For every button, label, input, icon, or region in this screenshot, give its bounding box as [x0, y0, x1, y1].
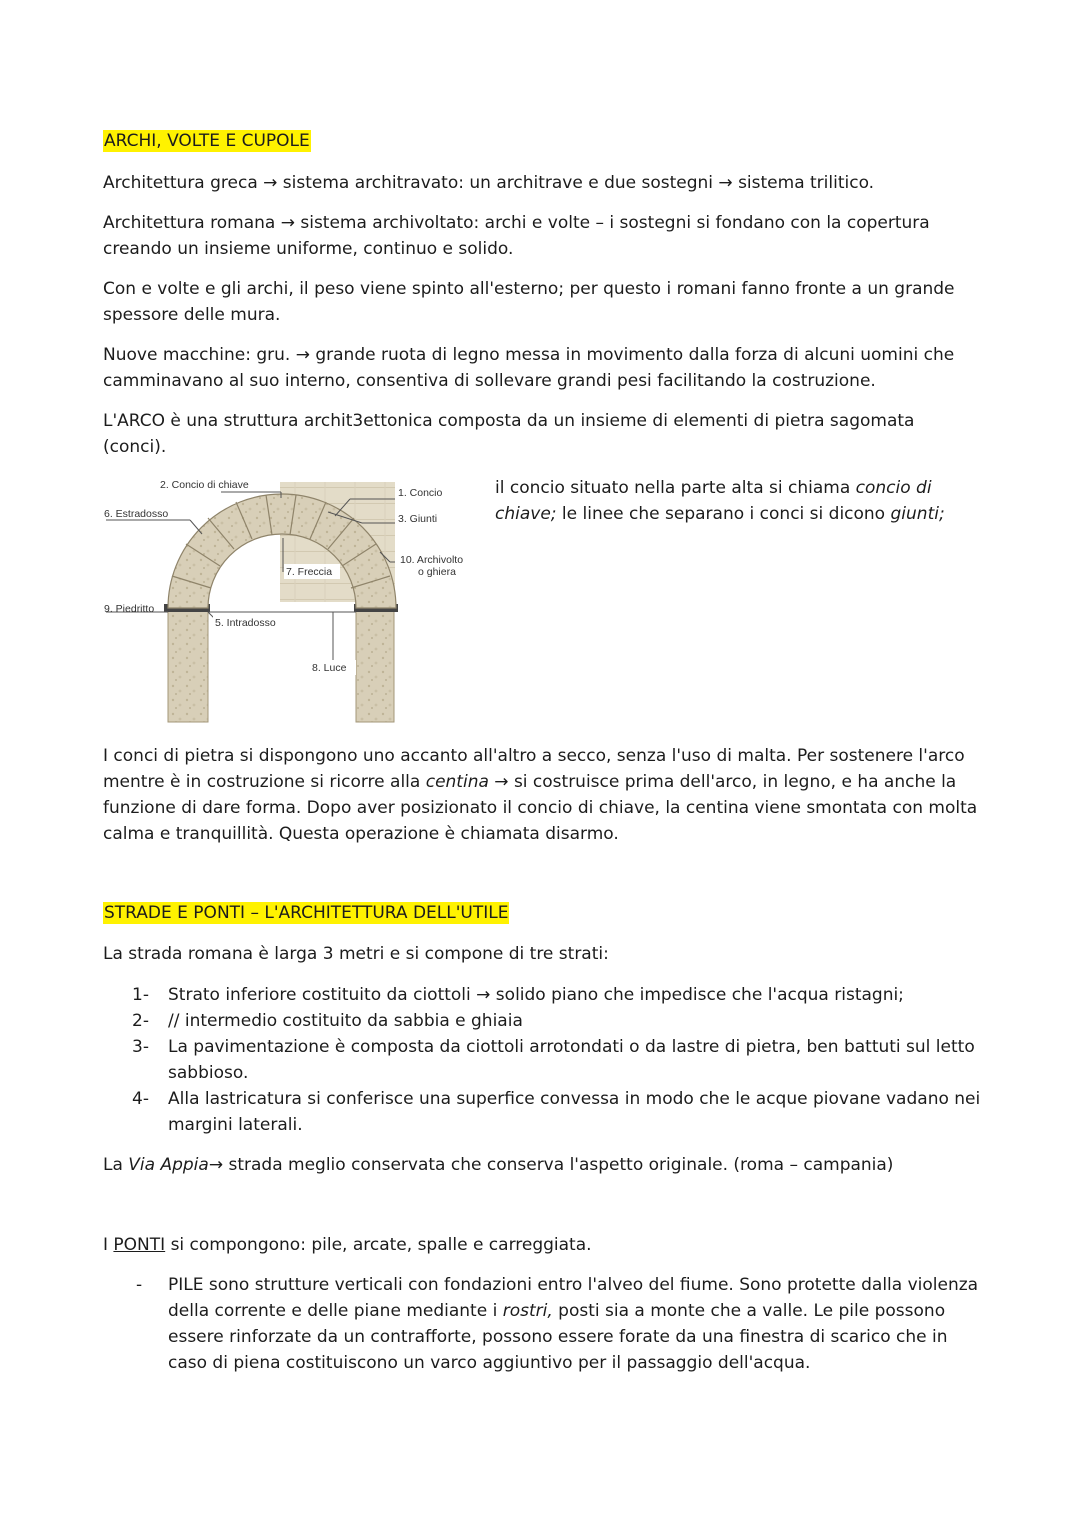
section-title-strade: STRADE E PONTI – L'ARCHITETTURA DELL'UTILE [104, 903, 509, 923]
paragraph-macchine: Nuove macchine: gru. → grande ruota di legno messa in movimento dalla forza di alcuni uomini che camminavano al suo interno, consentiva di sollevare grandi pesi facilitando la costruzione. [103, 345, 955, 391]
list-text: // intermedio costituito da sabbia e ghiaia [168, 1011, 523, 1031]
arch-desc-giunti: giunti; [890, 504, 945, 524]
list-item [132, 1272, 982, 1376]
paragraph-ponti [103, 1232, 983, 1258]
ponti-part-2: si compongono: pile, arcate, spalle e carreggiata. [165, 1235, 592, 1255]
label-archivolto: 10. Archivolto [400, 554, 464, 566]
pile-part-2: posti sia a monte che a valle. Le pile possono essere rinforzate da un contrafforte, possono essere forate da una finestra di scarico che in caso di piena costituiscono un varco aggiuntivo per il passaggio dell'acqua. [168, 1301, 948, 1373]
paragraph-greca: Architettura greca → sistema architravato: un architrave e due sostegni → sistema trilitico. [103, 173, 875, 193]
paragraph-strada-intro: La strada romana è larga 3 metri e si compone di tre strati: [103, 944, 609, 964]
pile-part-1: PILE sono strutture verticali con fondazioni entro l'alveo del fiume. Sono protette dalla violenza della corrente e delle piane mediante i [168, 1275, 979, 1321]
conci-part-1: I conci di pietra si dispongono uno accanto all'altro a secco, senza l'uso di malta. Per sostenere l'arco mentre è in costruzione si ricorre alla [103, 746, 965, 792]
list-item [132, 982, 982, 1008]
left-pier [168, 610, 208, 722]
label-intradosso: 5. Intradosso [215, 617, 276, 629]
label-concio-chiave: 2. Concio di chiave [160, 479, 249, 491]
arch-desc-concio-chiave: concio di chiave; [495, 478, 932, 524]
label-concio: 1. Concio [398, 487, 443, 499]
arch-description [495, 475, 975, 527]
paragraph-conci [103, 743, 983, 847]
list-number: 4- [132, 1089, 149, 1109]
ponti-list [132, 1272, 982, 1376]
arch-desc-part-1: il concio situato nella parte alta si chiama [495, 478, 856, 498]
appia-name: Via Appia [128, 1155, 209, 1175]
list-text: La pavimentazione è composta da ciottoli arrotondati o da lastre di pietra, ben battuti sul letto sabbioso. [168, 1037, 975, 1083]
section-title-archi: ARCHI, VOLTE E CUPOLE [104, 131, 310, 151]
paragraph-via-appia [103, 1152, 983, 1178]
strata-list [132, 982, 982, 1138]
list-text: Alla lastricatura si conferisce una superfice convessa in modo che le acque piovane vadano nei margini laterali. [168, 1089, 981, 1135]
ponti-part-1: I [103, 1235, 114, 1255]
ponti-underlined: PONTI [113, 1235, 166, 1255]
paragraph-romana: Architettura romana → sistema archivoltato: archi e volte – i sostegni si fondano con la copertura creando un insieme uniforme, continuo e solido. [103, 213, 930, 259]
appia-part-2: → strada meglio conservata che conserva l'aspetto originale. (roma – campania) [208, 1155, 894, 1175]
list-number: 3- [132, 1037, 149, 1057]
conci-centina: centina [425, 772, 489, 792]
list-item [132, 1008, 982, 1034]
label-luce: 8. Luce [312, 662, 347, 674]
arch-desc-part-2: le linee che separano i conci si dicono [556, 504, 891, 524]
list-number: 1- [132, 985, 149, 1005]
label-estradosso: 6. Estradosso [104, 508, 169, 520]
appia-part-1: La [103, 1155, 129, 1175]
label-piedritto: 9. Piedritto [104, 603, 155, 615]
label-giunti: 3. Giunti [398, 513, 438, 525]
right-pier [356, 610, 394, 722]
label-freccia: 7. Freccia [286, 566, 333, 578]
paragraph-arco: L'ARCO è una struttura archit3ettonica composta da un insieme di elementi di pietra sagomata (conci). [103, 411, 915, 457]
dash-marker: - [136, 1275, 143, 1295]
list-number: 2- [132, 1011, 149, 1031]
list-item [132, 1086, 982, 1138]
paragraph-peso: Con e volte e gli archi, il peso viene spinto all'esterno; per questo i romani fanno fronte a un grande spessore delle mura. [103, 279, 955, 325]
label-ghiera: o ghiera [418, 566, 456, 578]
pile-rostri: rostri, [502, 1301, 553, 1321]
list-text: Strato inferiore costituito da ciottoli → solido piano che impedisce che l'acqua ristagni; [168, 985, 904, 1005]
list-item [132, 1034, 982, 1086]
conci-part-2: → si costruisce prima dell'arco, in legno, e ha anche la funzione di dare forma. Dopo aver posizionato il concio di chiave, la centina viene smontata con molta calma e tranquillità. Questa operazione è chiamata disarmo. [103, 772, 978, 844]
arch-diagram [100, 472, 485, 724]
